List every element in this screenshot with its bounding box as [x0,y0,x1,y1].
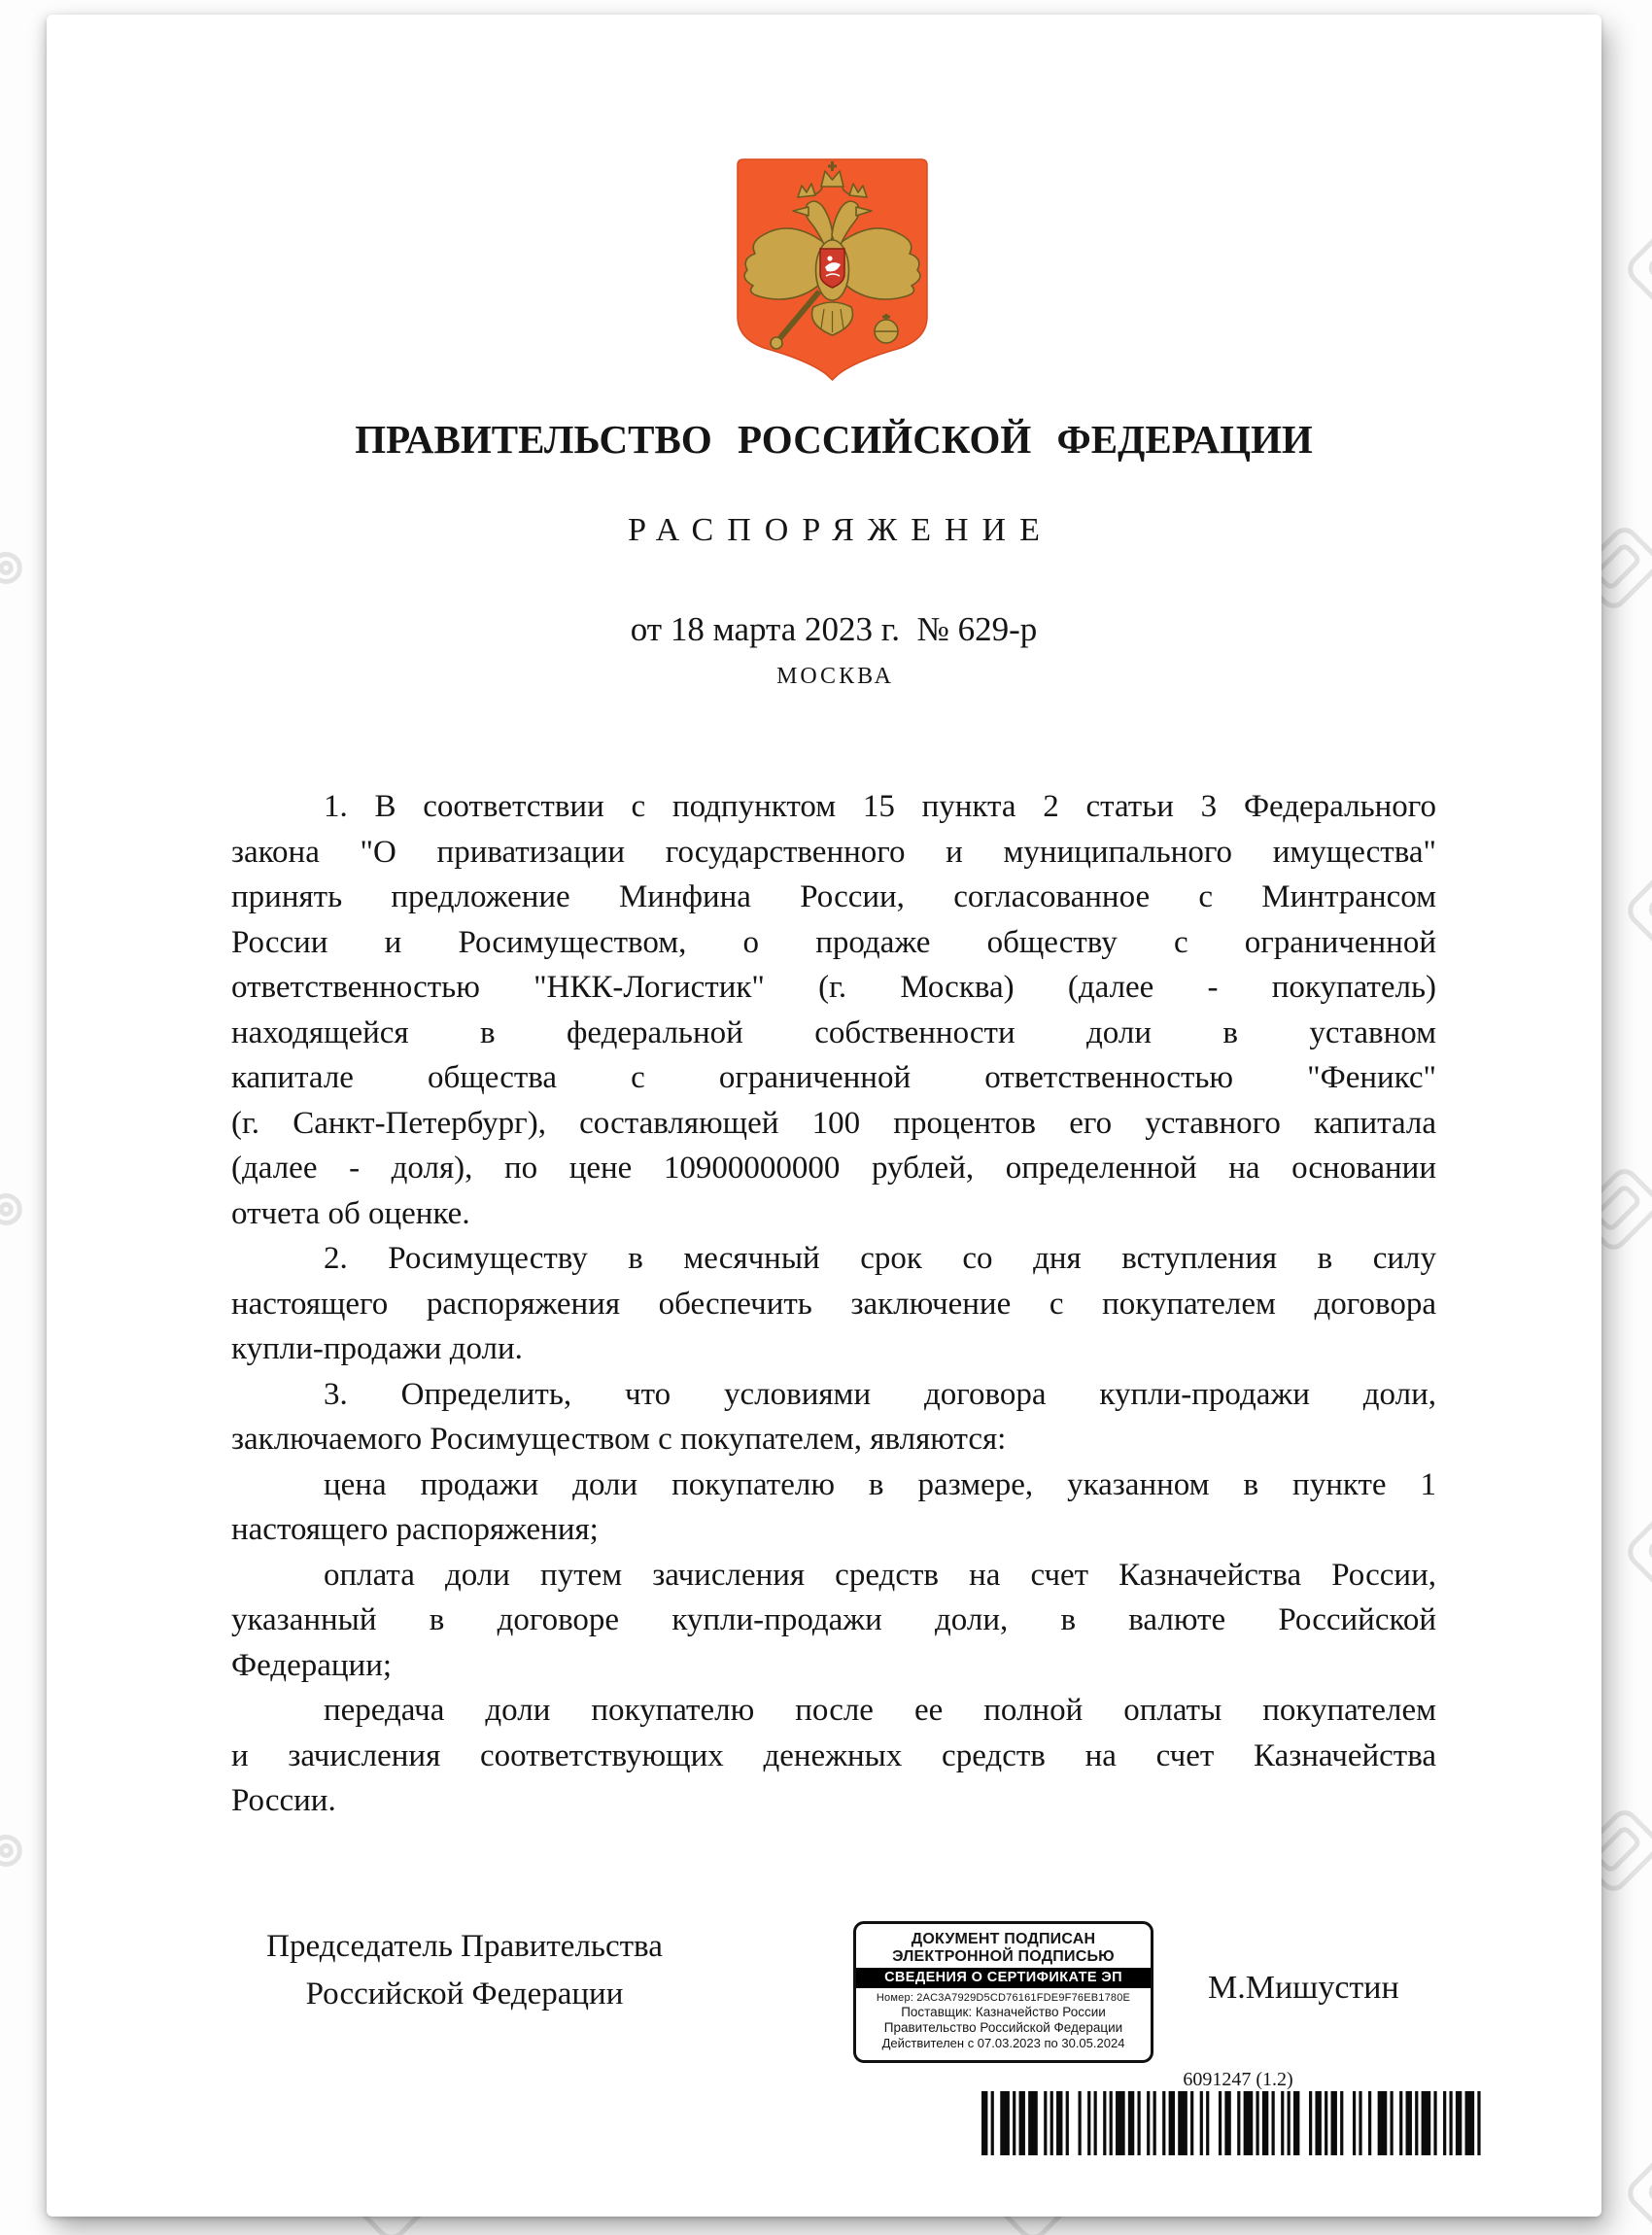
body-line: закона "О приватизации государственного и муниципального имущества" [231,834,1436,870]
body-line: ответственностью "НКК-Логистик" (г. Москва) (далее - покупатель) [231,970,1436,1005]
body-line: (далее - доля), по цене 10900000000 рублей, определенной на основании [231,1151,1436,1186]
document-registration-number: 6091247 (1.2) [1183,2069,1293,2090]
body-line: капитале общества с ограниченной ответственностью "Феникс" [231,1060,1436,1095]
document-type: РАСПОРЯЖЕНИЕ [628,512,1053,548]
document-city: МОСКВА [776,664,894,689]
russia-coat-of-arms-icon [732,154,933,382]
body-line: передача доли покупателю после ее полной оплаты покупателем [324,1693,1436,1728]
document-page [47,15,1601,2217]
stamp-validity: Действителен с 07.03.2023 по 30.05.2024 [881,2036,1125,2050]
electronic-signature-stamp [853,1921,1153,2063]
stamp-certificate-bar: СВЕДЕНИЯ О СЕРТИФИКАТЕ ЭП [856,1968,1151,1988]
body-line: и зачисления соответствующих денежных средств на счет Казначейства [231,1737,1436,1773]
stamp-supplier: Поставщик: Казначейство России [901,2005,1106,2019]
body-line: находящейся в федеральной собственности доли в уставном [231,1014,1436,1050]
signature-position-line2: Российской Федерации [305,1977,624,2012]
signature-position [183,1923,746,2018]
document-date-number: от 18 марта 2023 г. № 629-р [630,610,1038,648]
government-title: ПРАВИТЕЛЬСТВО РОССИЙСКОЙ ФЕДЕРАЦИИ [355,417,1313,462]
body-line: указанный в договоре купли-продажи доли, в валюте Российской [231,1602,1436,1637]
signature-position-line1: Председатель Правительства [266,1929,663,1964]
stamp-title-line1: ДОКУМЕНТ ПОДПИСАН [911,1931,1096,1947]
body-line: (г. Санкт-Петербург), составляющей 100 процентов его уставного капитала [231,1105,1436,1141]
signer-name: М.Мишустин [1208,1970,1399,2006]
body-line: России и Росимуществом, о продаже обществу с ограниченной [231,924,1436,960]
body-line: принять предложение Минфина России, согласованное с Минтрансом [231,879,1436,914]
body-line: 1. В соответствии с подпунктом 15 пункта 2 статьи 3 Федерального [324,789,1436,824]
stamp-certificate-number: Номер: 2AC3A7929D5CD76161FDE9F76EB1780E [876,1992,1131,2004]
stamp-title-line2: ЭЛЕКТРОННОЙ ПОДПИСЬЮ [892,1948,1115,1965]
body-line: 2. Росимуществу в месячный срок со дня вступления в силу [324,1241,1436,1276]
barcode [981,2091,1487,2155]
body-line: России. [231,1783,336,1818]
stamp-owner: Правительство Российской Федерации [883,2020,1123,2035]
body-line: оплата доли путем зачисления средств на счет Казначейства России, [324,1557,1436,1593]
body-line: 3. Определить, что условиями договора купли-продажи доли, [324,1376,1436,1412]
body-line: настоящего распоряжения; [231,1512,599,1547]
body-line: настоящего распоряжения обеспечить заключение с покупателем договора [231,1286,1436,1322]
document-body [231,784,1436,1824]
body-line: Федерации; [231,1647,393,1683]
st-george-shield-icon [820,249,844,288]
body-line: цена продажи доли покупателю в размере, указанном в пункте 1 [324,1466,1436,1502]
body-line: заключаемого Росимуществом с покупателем, являются: [231,1422,1007,1457]
body-line: отчета об оценке. [231,1195,470,1231]
body-line: купли-продажи доли. [231,1331,523,1366]
